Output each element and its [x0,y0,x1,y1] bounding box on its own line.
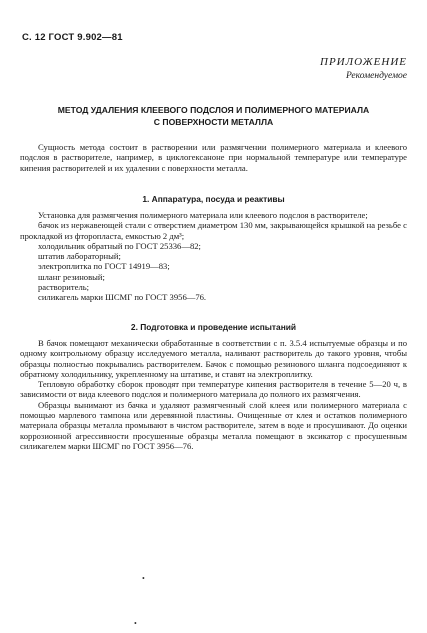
scan-mark: • [142,574,145,583]
scan-mark: • [134,619,137,628]
paragraph: бачок из нержавеющей стали с отверстием диаметром 130 мм, закрывающейся крышкой на резьбе с прокладкой из фторопласта, емкостью 2 дм³; [20,220,407,241]
appendix-title: ПРИЛОЖЕНИЕ [320,56,407,68]
list-item: шланг резиновый; [38,271,105,282]
list-item: штатив лабораторный; [38,251,121,262]
appendix-label [320,55,407,83]
list-item: холодильник обратный по ГОСТ 25336—82; [38,240,201,251]
section1-heading: 1. Аппаратура, посуда и реактивы [142,194,285,204]
intro-paragraph [20,142,407,173]
paragraph: Сущность метода состоит в растворении или размягчении полимерного материала и клеевого подслоя в растворителе, например, в циклогексаноне при нормальной температуре или температуре кипения растворителей и их удалении с поверхности металла. [20,142,407,173]
title-line: МЕТОД УДАЛЕНИЯ КЛЕЕВОГО ПОДСЛОЯ И ПОЛИМЕРНОГО МАТЕРИАЛА [57,105,370,115]
page-header: С. 12 ГОСТ 9.902—81 [22,32,123,43]
appendix-subtitle: Рекомендуемое [345,71,407,81]
paragraph: Тепловую обработку сборок проводят при температуре кипения растворителя в течение 5—20 ч, в зависимости от вида клеевого подслоя и полимерного материала до полного их размягчения. [20,379,407,400]
paragraph: Установка для размягчения полимерного материала или клеевого подслоя в растворителе; [38,210,368,220]
section2-body [20,338,407,451]
paragraph: Образцы вынимают из бачка и удаляют размягченный слой клеея или полимерного материала с помощью марлевого тампона или деревянной пластины. Очищенные от клея и остатков полимерного материала образцы металла промывают в чистом растворителе, затем в воде и просушивают. До оценки коррозионной агрессивности просушенные образцы металла помещают в эксикатор с просушенным силикагелем марки ШСМГ по ГОСТ 3956—76. [20,399,407,451]
list-item: электроплитка по ГОСТ 14919—83; [38,261,170,272]
section2-heading: 2. Подготовка и проведение испытаний [130,322,297,332]
list-item: силикагель марки ШСМГ по ГОСТ 3956—76. [38,292,207,303]
paragraph: В бачок помещают механически обработанные в соответствии с п. 3.5.4 испытуемые образцы и по одному контрольному образцу исследуемого металла, наливают растворитель до такого уровня, чтобы образцы полностью покрывались растворителем. Бачок с помощью резинового шланга подсоединяют к обратному холодильнику, укрепленному на штативе, и ставят на электроплитку. [20,338,407,379]
section1-body [20,210,407,303]
list-item: растворитель; [38,282,90,293]
document-title [20,104,407,128]
title-line: С ПОВЕРХНОСТИ МЕТАЛЛА [153,117,274,127]
